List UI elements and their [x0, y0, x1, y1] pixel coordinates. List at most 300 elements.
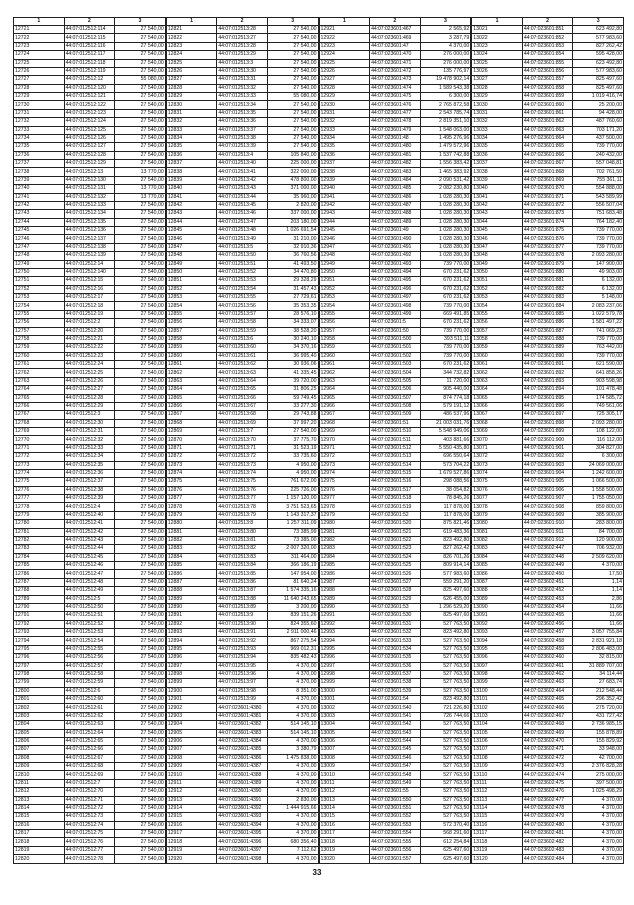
cadastral-number: 44:07:012513:34 — [217, 101, 268, 109]
table-row — [319, 419, 471, 427]
cadastral-number: 44:07:012513:4 — [217, 151, 268, 159]
row-number: 13030 — [472, 101, 523, 109]
row-number: 12845 — [166, 227, 217, 235]
table-row — [14, 26, 166, 34]
cadastral-value: 81 640,24 — [267, 578, 318, 586]
cadastral-value: 527 763,50 — [420, 771, 471, 779]
row-number: 13008 — [319, 754, 370, 762]
table-row — [14, 143, 166, 151]
table-row — [472, 344, 624, 352]
table-row — [14, 779, 166, 787]
cadastral-value: 27 540,00 — [115, 729, 166, 737]
row-number: 12789 — [14, 595, 65, 603]
cadastral-value: 1 022 579,78 — [573, 310, 624, 318]
table-row — [14, 821, 166, 829]
table-row — [166, 520, 318, 528]
cadastral-value: 739 770,00 — [573, 335, 624, 343]
cadastral-number: 44:07:012512:120 — [64, 84, 115, 92]
table-row — [472, 486, 624, 494]
cadastral-value: 2 765 872,58 — [420, 101, 471, 109]
row-number: 13066 — [472, 402, 523, 410]
table-row — [472, 42, 624, 50]
row-number: 13044 — [472, 218, 523, 226]
table-row — [14, 453, 166, 461]
cadastral-value: 2 093 280,00 — [573, 419, 624, 427]
table-row — [472, 587, 624, 595]
cadastral-number: 44:07:023601:48 — [370, 134, 421, 142]
table-row — [14, 637, 166, 645]
table-row — [166, 813, 318, 821]
cadastral-value: 27 540,00 — [115, 486, 166, 494]
cadastral-number: 44:07:023601:55 — [370, 788, 421, 796]
cadastral-value: 37 775,70 — [267, 436, 318, 444]
cadastral-number: 44:07:023601:883 — [522, 294, 573, 302]
column-header: 2 — [522, 18, 573, 26]
cadastral-number: 44:07:012512:15 — [64, 277, 115, 285]
cadastral-value: 527 763,50 — [420, 763, 471, 771]
cadastral-number: 44:07:023601:905 — [522, 478, 573, 486]
table-row — [166, 846, 318, 854]
cadastral-number: 44:07:023602:473 — [522, 763, 573, 771]
cadastral-number: 44:07:023601:911 — [522, 528, 573, 536]
cadastral-value: 311 464,00 — [267, 553, 318, 561]
cadastral-number: 44:07:023601:537 — [370, 670, 421, 678]
table-row — [14, 310, 166, 318]
table-row — [14, 302, 166, 310]
table-row — [14, 411, 166, 419]
cadastral-number: 44:07:012512:42 — [64, 528, 115, 536]
row-number: 12771 — [14, 444, 65, 452]
cadastral-value: 36 760,56 — [267, 252, 318, 260]
cadastral-number: 44:07:012513:36 — [217, 118, 268, 126]
cadastral-value: 1 495 276,96 — [420, 134, 471, 142]
cadastral-value: 27 540,00 — [267, 101, 318, 109]
table-row — [319, 469, 471, 477]
table-row — [319, 319, 471, 327]
cadastral-value: 27 540,00 — [115, 612, 166, 620]
table-row — [166, 578, 318, 586]
row-number: 12966 — [319, 402, 370, 410]
row-number: 13114 — [472, 804, 523, 812]
row-number: 12767 — [14, 411, 65, 419]
table-row — [472, 503, 624, 511]
cadastral-number: 44:07:023601:534 — [370, 645, 421, 653]
cadastral-value: 304 827,00 — [573, 444, 624, 452]
table-row — [472, 126, 624, 134]
row-number: 13010 — [319, 771, 370, 779]
row-number: 13111 — [472, 779, 523, 787]
cadastral-number: 44:07:012513:68 — [217, 411, 268, 419]
cadastral-value: 2 509 620,00 — [573, 553, 624, 561]
column-header: 3 — [115, 18, 166, 26]
table-row — [472, 662, 624, 670]
cadastral-number: 44:07:023601:553 — [370, 821, 421, 829]
table-row — [166, 285, 318, 293]
table-row — [14, 528, 166, 536]
cadastral-number: 44:07:012513:91 — [217, 629, 268, 637]
table-row — [472, 436, 624, 444]
cadastral-number: 44:07:023601:514 — [370, 461, 421, 469]
row-number: 13118 — [472, 838, 523, 846]
cadastral-number: 44:07:012513:30 — [217, 67, 268, 75]
table-row — [319, 369, 471, 377]
row-number: 12793 — [14, 629, 65, 637]
cadastral-number: 44:07:023602:471 — [522, 746, 573, 754]
cadastral-number: 44:07:012512:60 — [64, 696, 115, 704]
row-number: 12800 — [14, 687, 65, 695]
cadastral-value: 4 370,00 — [267, 704, 318, 712]
table-row — [166, 84, 318, 92]
table-row — [472, 59, 624, 67]
row-number: 12739 — [14, 176, 65, 184]
cadastral-value: 2 090 531,42 — [420, 176, 471, 184]
row-number: 12867 — [166, 411, 217, 419]
cadastral-value: 27 540,00 — [115, 411, 166, 419]
table-row — [14, 285, 166, 293]
table-row — [14, 620, 166, 628]
cadastral-value: 27 540,00 — [115, 386, 166, 394]
table-row — [166, 746, 318, 754]
cadastral-number: 44:07:023601:490 — [370, 235, 421, 243]
cadastral-number: 44:07:012512:71 — [64, 796, 115, 804]
cadastral-value: 527 763,50 — [420, 662, 471, 670]
table-row — [14, 51, 166, 59]
cadastral-value: 27 540,00 — [115, 687, 166, 695]
cadastral-number: 44:07:012513:84 — [217, 562, 268, 570]
cadastral-value: 55 080,00 — [267, 93, 318, 101]
cadastral-number: 44:07:023601:909 — [522, 511, 573, 519]
cadastral-number: 44:07:023601:4389 — [217, 779, 268, 787]
cadastral-value: 27 540,00 — [267, 67, 318, 75]
table-row — [319, 428, 471, 436]
cadastral-number: 44:07:012512:12 — [64, 76, 115, 84]
cadastral-number: 44:07:012513:95 — [217, 662, 268, 670]
cadastral-number: 44:07:023601:4390 — [217, 788, 268, 796]
table-row — [14, 679, 166, 687]
row-number: 12982 — [319, 536, 370, 544]
table-row — [166, 737, 318, 745]
cadastral-number: 44:07:023601:4387 — [217, 763, 268, 771]
cadastral-number: 44:07:023601:904 — [522, 469, 573, 477]
table-row — [166, 637, 318, 645]
cadastral-value: 27 540,00 — [115, 721, 166, 729]
table-row — [319, 34, 471, 42]
cadastral-value: 27 729,61 — [267, 294, 318, 302]
cadastral-number: 44:07:023601:467 — [370, 26, 421, 34]
table-row — [166, 51, 318, 59]
cadastral-value: 27 540,00 — [115, 419, 166, 427]
cadastral-number: 44:07:023601:547 — [370, 763, 421, 771]
row-number: 13105 — [472, 729, 523, 737]
row-number: 12998 — [319, 670, 370, 678]
cadastral-value: 527 763,50 — [420, 721, 471, 729]
row-number: 12741 — [14, 193, 65, 201]
cadastral-number: 44:07:012512:4 — [64, 503, 115, 511]
row-number: 12962 — [319, 369, 370, 377]
cadastral-number: 44:07:012513:31 — [217, 76, 268, 84]
table-row — [319, 285, 471, 293]
table-row — [319, 587, 471, 595]
table-row — [166, 855, 318, 864]
table-row — [14, 419, 166, 427]
table-row — [14, 654, 166, 662]
row-number: 12990 — [319, 603, 370, 611]
cadastral-number: 44:07:012512:2 — [64, 319, 115, 327]
row-number: 13043 — [472, 210, 523, 218]
table-block-3 — [319, 17, 472, 864]
table-row — [166, 411, 318, 419]
row-number: 12953 — [319, 294, 370, 302]
cadastral-number: 44:07:023601:879 — [522, 260, 573, 268]
row-number: 12881 — [166, 528, 217, 536]
row-number: 12844 — [166, 218, 217, 226]
row-number: 12768 — [14, 419, 65, 427]
table-row — [319, 453, 471, 461]
table-row — [472, 855, 624, 864]
cadastral-number: 44:07:023601:855 — [522, 59, 573, 67]
cadastral-number: 44:07:023601:908 — [522, 503, 573, 511]
table-row — [166, 143, 318, 151]
cadastral-number: 44:07:012512:63 — [64, 721, 115, 729]
cadastral-number: 44:07:012513:80 — [217, 528, 268, 536]
cadastral-value: 4 370,00 — [573, 821, 624, 829]
cadastral-value: 4 370,00 — [267, 830, 318, 838]
table-row — [319, 536, 471, 544]
table-header-row — [319, 18, 471, 26]
row-number: 12879 — [166, 511, 217, 519]
row-number: 13098 — [472, 670, 523, 678]
cadastral-value: 6 300,00 — [420, 93, 471, 101]
cadastral-value: 4 370,00 — [267, 696, 318, 704]
cadastral-number: 44:07:012512:136 — [64, 227, 115, 235]
cadastral-number: 44:07:012512:76 — [64, 838, 115, 846]
row-number: 12810 — [14, 771, 65, 779]
cadastral-number: 44:07:012513:29 — [217, 51, 268, 59]
table-row — [472, 620, 624, 628]
row-number: 13032 — [472, 118, 523, 126]
table-row — [319, 302, 471, 310]
cadastral-value: 27 540,00 — [115, 629, 166, 637]
cadastral-value: 19 478 902,14 — [420, 76, 471, 84]
cadastral-value: 1 028 280,30 — [420, 193, 471, 201]
row-number: 12925 — [319, 59, 370, 67]
row-number: 13047 — [472, 243, 523, 251]
column-header: 3 — [420, 18, 471, 26]
cadastral-number: 44:07:023602:474 — [522, 771, 573, 779]
table-row — [319, 645, 471, 653]
table-row — [319, 51, 471, 59]
cadastral-value: 27 540,00 — [115, 235, 166, 243]
table-row — [14, 570, 166, 578]
row-number: 12901 — [166, 696, 217, 704]
table-row — [166, 838, 318, 846]
row-number: 12893 — [166, 629, 217, 637]
row-number: 12776 — [14, 486, 65, 494]
cadastral-number: 44:07:023601:525 — [370, 562, 421, 570]
row-number: 13012 — [319, 788, 370, 796]
cadastral-number: 44:07:012512:40 — [64, 511, 115, 519]
cadastral-value: 27 540,00 — [115, 210, 166, 218]
table-row — [166, 620, 318, 628]
row-number: 12732 — [14, 118, 65, 126]
cadastral-number: 44:07:023602:479 — [522, 813, 573, 821]
cadastral-number: 44:07:012512:78 — [64, 855, 115, 864]
cadastral-number: 44:07:012512:28 — [64, 394, 115, 402]
cadastral-value: 825 497,60 — [420, 612, 471, 620]
table-row — [319, 603, 471, 611]
table-row — [14, 84, 166, 92]
cadastral-value: 1 143 317,37 — [267, 511, 318, 519]
cadastral-number: 44:07:023602:458 — [522, 637, 573, 645]
table-row — [319, 235, 471, 243]
cadastral-value: 4 370,00 — [573, 804, 624, 812]
row-number: 12887 — [166, 578, 217, 586]
row-number: 13027 — [472, 76, 523, 84]
cadastral-number: 44:07:023601:882 — [522, 285, 573, 293]
table-row — [472, 629, 624, 637]
table-block-1 — [13, 17, 166, 864]
table-row — [472, 562, 624, 570]
table-row — [319, 109, 471, 117]
table-row — [319, 84, 471, 92]
cadastral-number: 44:07:012512:131 — [64, 185, 115, 193]
cadastral-number: 44:07:023601:518 — [370, 495, 421, 503]
table-row — [166, 662, 318, 670]
row-number: 12873 — [166, 461, 217, 469]
cadastral-value: 741 069,23 — [573, 327, 624, 335]
cadastral-value: 27 540,00 — [115, 670, 166, 678]
table-row — [14, 210, 166, 218]
row-number: 12786 — [14, 570, 65, 578]
cadastral-number: 44:07:023602:478 — [522, 804, 573, 812]
cadastral-value: 680 356,40 — [267, 838, 318, 846]
row-number: 13026 — [472, 67, 523, 75]
cadastral-number: 44:07:012512:127 — [64, 143, 115, 151]
row-number: 12854 — [166, 302, 217, 310]
cadastral-number: 44:07:023601:533 — [370, 637, 421, 645]
cadastral-value: 579 191,12 — [420, 402, 471, 410]
cadastral-value: 27 540,00 — [115, 268, 166, 276]
cadastral-value: 27 540,00 — [267, 428, 318, 436]
cadastral-number: 44:07:023601:483 — [370, 168, 421, 176]
row-number: 12980 — [319, 520, 370, 528]
row-number: 12815 — [14, 813, 65, 821]
table-row — [14, 478, 166, 486]
cadastral-value: 27 540,00 — [267, 134, 318, 142]
cadastral-value: 2 819 351,10 — [420, 118, 471, 126]
table-row — [14, 771, 166, 779]
cadastral-value: 27 540,00 — [115, 503, 166, 511]
cadastral-value: 27 540,00 — [115, 151, 166, 159]
table-row — [14, 352, 166, 360]
table-row — [472, 712, 624, 720]
cadastral-value: 94 428,00 — [573, 109, 624, 117]
cadastral-value: 527 763,50 — [420, 620, 471, 628]
table-row — [14, 469, 166, 477]
row-number: 12740 — [14, 185, 65, 193]
table-row — [472, 361, 624, 369]
row-number: 13050 — [472, 268, 523, 276]
cadastral-number: 44:07:023601:862 — [522, 118, 573, 126]
table-row — [319, 662, 471, 670]
cadastral-number: 44:07:023601:539 — [370, 687, 421, 695]
table-row — [319, 402, 471, 410]
row-number: 13038 — [472, 168, 523, 176]
table-row — [166, 352, 318, 360]
row-number: 12938 — [319, 168, 370, 176]
cadastral-value: 203 180,00 — [267, 218, 318, 226]
cadastral-number: 44:07:012513:70 — [217, 436, 268, 444]
row-number: 12823 — [166, 42, 217, 50]
cadastral-number: 44:07:023601:52 — [370, 511, 421, 519]
cadastral-value: 1 242 600,00 — [573, 469, 624, 477]
cadastral-value: 619 483,36 — [420, 528, 471, 536]
cadastral-value: 27 540,00 — [115, 302, 166, 310]
cadastral-value: 27 540,00 — [115, 335, 166, 343]
row-number: 12865 — [166, 394, 217, 402]
cadastral-number: 44:07:012512:133 — [64, 201, 115, 209]
cadastral-value: 27 540,00 — [115, 553, 166, 561]
cadastral-value: 725 305,17 — [573, 411, 624, 419]
table-row — [14, 109, 166, 117]
cadastral-number: 44:07:023602:472 — [522, 754, 573, 762]
cadastral-value: 2 543 785,74 — [420, 109, 471, 117]
row-number: 12861 — [166, 361, 217, 369]
cadastral-number: 44:07:012512:65 — [64, 737, 115, 745]
cadastral-value: 27 540,00 — [115, 704, 166, 712]
row-number: 13113 — [472, 796, 523, 804]
cadastral-number: 44:07:012513:57 — [217, 310, 268, 318]
row-number: 12736 — [14, 151, 65, 159]
row-number: 12882 — [166, 536, 217, 544]
row-number: 13065 — [472, 394, 523, 402]
row-number: 12759 — [14, 344, 65, 352]
table-row — [472, 185, 624, 193]
cadastral-number: 44:07:012513:51 — [217, 260, 268, 268]
table-row — [14, 830, 166, 838]
cadastral-number: 44:07:012512:123 — [64, 109, 115, 117]
cadastral-number: 44:07:023601:874 — [522, 218, 573, 226]
cadastral-value: 1 157 120,00 — [267, 495, 318, 503]
cadastral-number: 44:07:012512:46 — [64, 562, 115, 570]
cadastral-value: 4 370,00 — [573, 846, 624, 854]
page-number: 33 — [312, 868, 322, 877]
cadastral-value: 1 257 311,09 — [267, 520, 318, 528]
column-header: 2 — [217, 18, 268, 26]
table-row — [14, 587, 166, 595]
row-number: 13051 — [472, 277, 523, 285]
table-row — [166, 754, 318, 762]
cadastral-value: 27 540,00 — [115, 737, 166, 745]
table-row — [319, 26, 471, 34]
cadastral-value: 49 903,00 — [573, 268, 624, 276]
cadastral-value: 670 231,62 — [420, 268, 471, 276]
row-number: 12916 — [166, 821, 217, 829]
cadastral-number: 44:07:012512:64 — [64, 729, 115, 737]
cadastral-number: 44:07:012512:34 — [64, 453, 115, 461]
row-number: 12726 — [14, 67, 65, 75]
table-row — [14, 344, 166, 352]
table-row — [14, 553, 166, 561]
cadastral-value: 225 726,00 — [267, 486, 318, 494]
row-number: 12936 — [319, 151, 370, 159]
row-number: 12954 — [319, 302, 370, 310]
cadastral-number: 44:07:023602:470 — [522, 737, 573, 745]
cadastral-value: 27 540,00 — [115, 536, 166, 544]
cadastral-value: 296 352,42 — [573, 696, 624, 704]
row-number: 12958 — [319, 335, 370, 343]
table-row — [166, 453, 318, 461]
